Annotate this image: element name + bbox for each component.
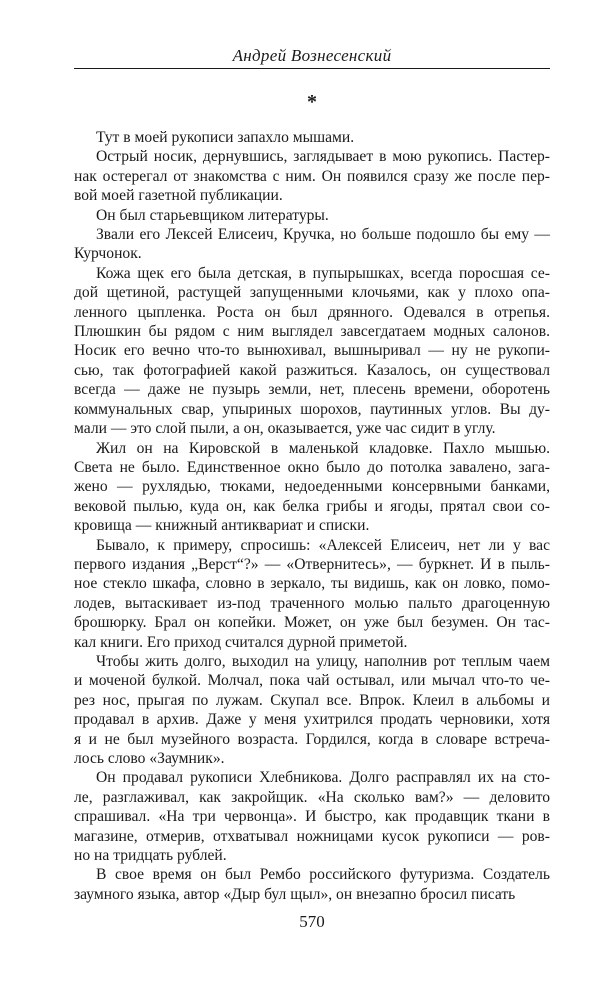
- text-line: Чтобы жить долго, выходил на улицу, наполнив рот теплым чаем: [96, 652, 550, 670]
- text-line: дой щетиной, растущей запущенными клочьями, как у плохо опа-: [74, 284, 550, 302]
- paragraph: [74, 264, 550, 439]
- text-line: ное стекло шкафа, словно в зеркало, ты видишь, как он ловко, помо-: [74, 575, 550, 593]
- text-line: и моченой булкой. Молчал, пока чай остывал, или мычал что-то че-: [74, 672, 550, 690]
- body-text: [74, 128, 550, 904]
- text-line: Острый носик, дернувшись, заглядывает в мою рукопись. Пастер-: [96, 148, 550, 166]
- text-line: сью, так фотографией какой разжиться. Казалось, он существовал: [74, 361, 550, 379]
- text-line: жено — рухлядью, тюками, недоеденными консервными банками,: [74, 478, 550, 496]
- text-line: но на тридцать рублей.: [74, 847, 227, 865]
- paragraph: [74, 206, 550, 225]
- text-line: Бывало, к примеру, спросишь: «Алексей Елисеич, нет ли у вас: [96, 536, 550, 554]
- header-rule: [74, 68, 550, 69]
- text-line: заумного языка, автор «Дыр бул щыл», он внезапно бросил писать: [74, 885, 516, 903]
- text-line: магазине, отмерив, отхватывал ножницами кусок рукописи — ров-: [74, 827, 550, 845]
- paragraph: [74, 128, 550, 147]
- text-line: Он продавал рукописи Хлебникова. Долго расправлял их на сто-: [96, 769, 550, 787]
- text-line: я и не был музейного возраста. Гордился, когда в словаре встреча-: [74, 730, 550, 748]
- text-line: ленного цыпленка. Роста он был дрянного. Одевался в отрепья.: [74, 303, 550, 321]
- text-line: вой моей газетной публикации.: [74, 187, 283, 205]
- text-line: брошюрку. Брал он копейки. Может, он уже был безумен. Он тас-: [74, 614, 550, 632]
- text-line: кал книги. Его приход считался дурной приметой.: [74, 633, 408, 651]
- text-line: Носик его вечно что-то вынюхивал, вышныривал — ну не рукопи-: [74, 342, 550, 360]
- text-line: лодев, вытаскивает из-под траченного молью пальто драгоценную: [74, 594, 550, 612]
- text-line: Жил он на Кировской в маленькой кладовке. Пахло мышью.: [96, 439, 550, 457]
- text-line: вековой пылью, куда он, как белка грибы и ягоды, прятал свои со-: [74, 497, 550, 515]
- text-line: нак остерегал от знакомства с ним. Он появился сразу же после пер-: [74, 167, 550, 185]
- text-line: Звали его Лексей Елисеич, Кручка, но больше подошло бы ему —: [96, 226, 550, 244]
- text-line: Плюшкин бы рядом с ним выглядел завсегдатаем модных салонов.: [74, 323, 550, 341]
- paragraph: [74, 652, 550, 768]
- text-line: Тут в моей рукописи запахло мышами.: [96, 129, 355, 146]
- text-line: кровища — книжный антиквариат и списки.: [74, 517, 370, 535]
- text-line: мали — это слой пыли, а он, оказывается, уже час сидит в углу.: [74, 420, 496, 438]
- paragraph: [74, 768, 550, 865]
- page-number: 570: [299, 912, 325, 931]
- text-line: первого издания „Верст“?» — «Отвернитесь», — буркнет. И в пыль-: [74, 555, 550, 573]
- paragraph: [74, 865, 550, 904]
- paragraph: [74, 147, 550, 205]
- text-line: продавал в архив. Даже у меня ухитрился продать черновики, хотя: [74, 711, 550, 729]
- paragraph: [74, 439, 550, 536]
- paragraph: [74, 225, 550, 264]
- text-line: Света не было. Единственное окно было до потолка завалено, зага-: [74, 458, 550, 476]
- text-line: Курчонок.: [74, 245, 142, 263]
- running-head-author: Андрей Вознесенский: [232, 46, 392, 65]
- paragraph: [74, 536, 550, 652]
- section-asterisk: *: [307, 91, 317, 113]
- text-line: В свое время он был Рембо российского футуризма. Создатель: [96, 866, 550, 884]
- text-line: спрашивал. «На три червонца». И быстро, как продавщик ткани в: [74, 808, 550, 826]
- text-line: лось слово «Заумник».: [74, 750, 225, 767]
- text-line: Он был старьевщиком литературы.: [96, 206, 329, 224]
- text-line: Кожа щек его была детская, в пупырышках, всегда поросшая се-: [96, 264, 550, 282]
- text-line: ле, разглаживал, как закройщик. «На сколько вам?» — деловито: [74, 788, 550, 806]
- text-line: всегда — даже не пузырь земли, нет, плесень времени, оборотень: [74, 381, 550, 399]
- text-line: коммунальных свар, упыриных шорохов, паутинных углов. Вы ду-: [74, 400, 550, 418]
- text-line: рез нос, прыгая по лужам. Скупал все. Впрок. Клеил в альбомы и: [74, 691, 550, 709]
